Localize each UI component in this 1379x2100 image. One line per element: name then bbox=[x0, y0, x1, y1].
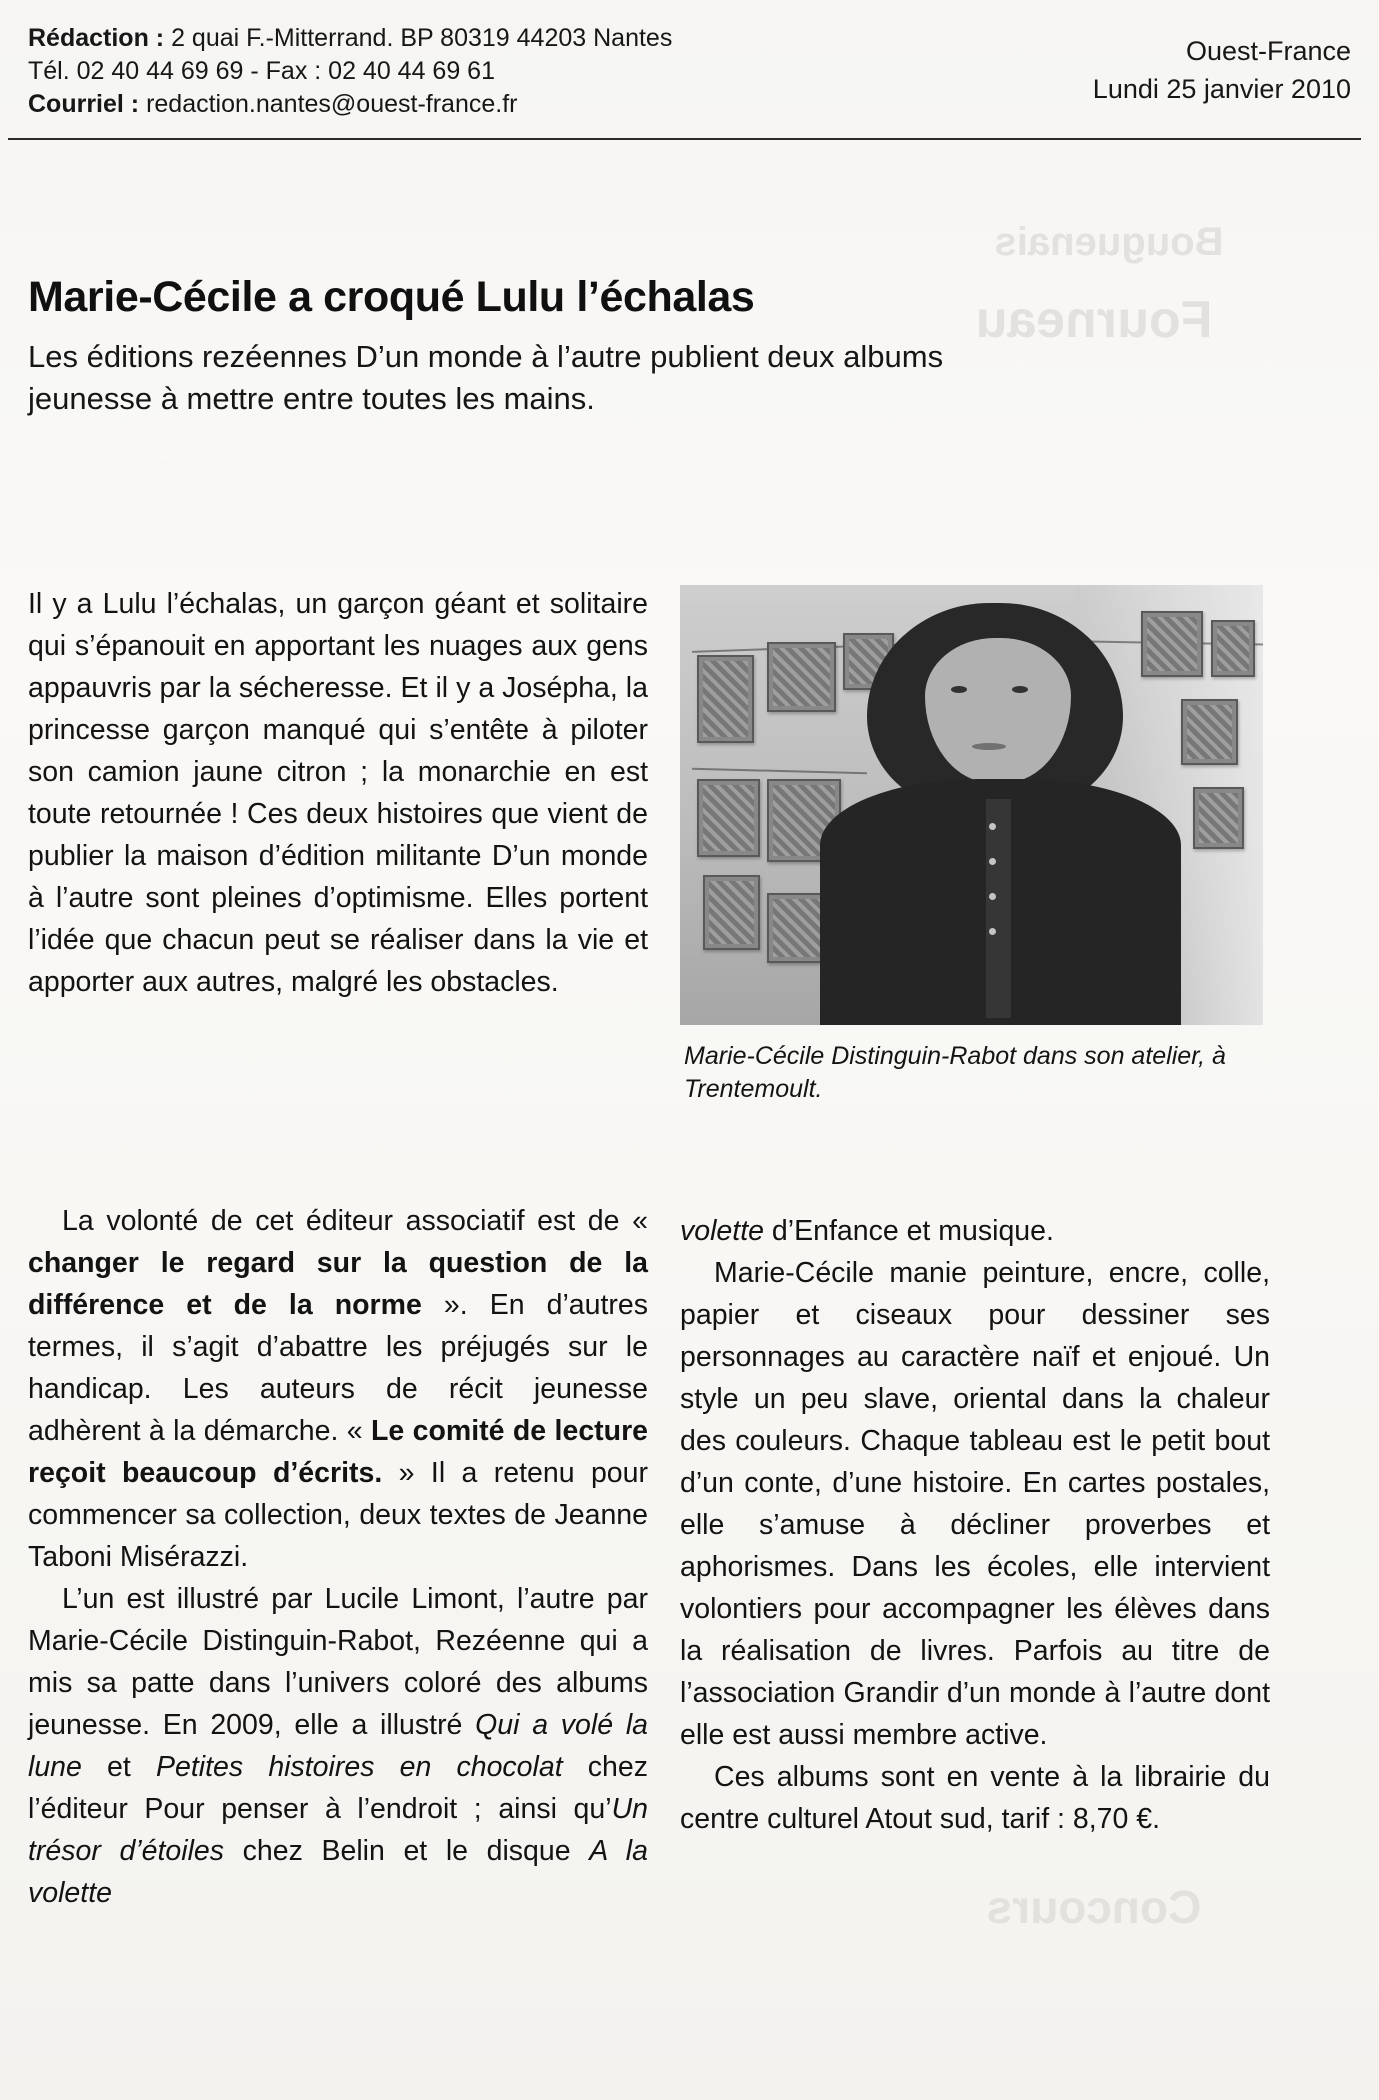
article-column-left-lower bbox=[28, 1200, 648, 1914]
photo-subject-button bbox=[989, 858, 996, 865]
photo-artwork-card bbox=[1141, 611, 1203, 677]
photo-artwork-card bbox=[697, 779, 759, 858]
paragraph: Il y a Lulu l’échalas, un garçon géant et solitaire qui s’épanouit en apportant les nuages aux gens appauvris par la sécheresse. Et il y a Josépha, la princesse garçon manqué qui s’entête à piloter son camion jaune citron ; la monarchie en est toute retournée ! Ces deux histoires que vient de publier la maison d’édition militante D’un monde à l’autre sont pleines d’optimisme. Elles portent l’idée que chacun peut se réaliser dans la vie et apporter aux autres, malgré les obstacles. bbox=[28, 588, 648, 998]
photo-subject-body bbox=[820, 779, 1181, 1025]
book-title: Qui a volé la lune bbox=[28, 1709, 648, 1783]
book-title: Un trésor d’étoiles bbox=[28, 1793, 648, 1867]
email-label: Courriel : bbox=[28, 90, 140, 118]
photo-artwork-card bbox=[1211, 620, 1256, 677]
photo-subject-button bbox=[989, 893, 996, 900]
redaction-label: Rédaction : bbox=[28, 24, 165, 52]
email-value: redaction.nantes@ouest-france.fr bbox=[139, 90, 518, 118]
masthead-email-line bbox=[28, 88, 672, 121]
photo-artwork-card bbox=[1193, 787, 1244, 848]
photo-artwork-card bbox=[697, 655, 753, 743]
photo-artwork-card bbox=[703, 875, 759, 949]
article-column-right bbox=[680, 1210, 1270, 1840]
album-title-continued: volette bbox=[680, 1215, 764, 1247]
masthead bbox=[28, 22, 1351, 126]
redaction-value: 2 quai F.-Mitterrand. BP 80319 44203 Nantes bbox=[164, 24, 673, 52]
paragraph-text: chez l’éditeur Pour penser à l’endroit ; ainsi qu’ bbox=[28, 1751, 649, 1825]
masthead-publication-block bbox=[1093, 32, 1351, 108]
paragraph bbox=[680, 1210, 1270, 1252]
paragraph-text: d’Enfance et musique. bbox=[763, 1215, 1054, 1247]
article-column-left-upper bbox=[28, 583, 648, 1003]
paragraph: Marie-Cécile manie peinture, encre, colle, papier et ciseaux pour dessiner ses personnages au caractère naïf et enjoué. Un style un peu slave, oriental dans la chaleur des couleurs. Chaque tableau est le petit bout d’un conte, d’une histoire. En cartes postales, elle s’amuse à décliner proverbes et aphorismes. Dans les écoles, elle intervient volontiers pour accompagner les élèves dans la réalisation de livres. Parfois au titre de l’association Grandir d’un monde à l’autre dont elle est aussi membre active. bbox=[680, 1257, 1270, 1751]
bleed-through-text-1: Bouguenais bbox=[994, 220, 1224, 264]
bleed-through-text-2: Fourneau bbox=[975, 291, 1213, 349]
article-standfirst: Les éditions rezéennes D’un monde à l’autre publient deux albums jeunesse à mettre entre toutes les mains. bbox=[28, 339, 944, 416]
pull-quote-2: Le comité de lecture reçoit beaucoup d’écrits. bbox=[28, 1415, 649, 1489]
paragraph-text: L’un est illustré par Lucile Limont, l’autre par Marie-Cécile Distinguin-Rabot, Rezéenne qui a mis sa patte dans l’univers coloré des albums jeunesse. En 2009, elle a illustré bbox=[28, 1583, 648, 1741]
bleed-through-text-3: Concours bbox=[986, 1881, 1202, 1933]
photo-artwork-card bbox=[1181, 699, 1237, 765]
paragraph: Ces albums sont en vente à la librairie du centre culturel Atout sud, tarif : 8,70 €. bbox=[680, 1761, 1270, 1835]
paragraph bbox=[28, 1200, 648, 1578]
photo-caption: Marie-Cécile Distinguin-Rabot dans son atelier, à Trentemoult. bbox=[684, 1042, 1226, 1103]
photo-image bbox=[680, 585, 1263, 1025]
paragraph-text: » Il a retenu pour commencer sa collection, deux textes de Jeanne Taboni Misérazzi. bbox=[28, 1457, 648, 1573]
album-title: A la volette bbox=[28, 1835, 648, 1909]
paragraph-text: ». En d’autres termes, il s’agit d’abattre les préjugés sur le handicap. Les auteurs de récit jeunesse adhèrent à la démarche. « bbox=[28, 1289, 648, 1447]
article-photo bbox=[680, 585, 1263, 1025]
photo-subject-button bbox=[989, 823, 996, 830]
publication-date: Lundi 25 janvier 2010 bbox=[1092, 74, 1351, 104]
masthead-address-line bbox=[28, 22, 672, 55]
paragraph-text: chez Belin et le disque bbox=[224, 1835, 590, 1867]
paragraph bbox=[28, 1578, 648, 1914]
publication-name: Ouest-France bbox=[1185, 36, 1351, 66]
paragraph-text: et bbox=[81, 1751, 157, 1783]
paragraph-text: La volonté de cet éditeur associatif est de « bbox=[62, 1205, 648, 1237]
masthead-contact-block bbox=[28, 22, 672, 121]
article-headline: Marie-Cécile a croqué Lulu l’échalas bbox=[28, 273, 755, 321]
photo-artwork-card bbox=[767, 642, 835, 712]
masthead-divider bbox=[8, 138, 1361, 140]
masthead-phone-line: Tél. 02 40 44 69 69 - Fax : 02 40 44 69 61 bbox=[28, 57, 495, 85]
book-title: Petites histoires en chocolat bbox=[156, 1751, 563, 1783]
pull-quote-1: changer le regard sur la question de la différence et de la norme bbox=[28, 1247, 648, 1321]
